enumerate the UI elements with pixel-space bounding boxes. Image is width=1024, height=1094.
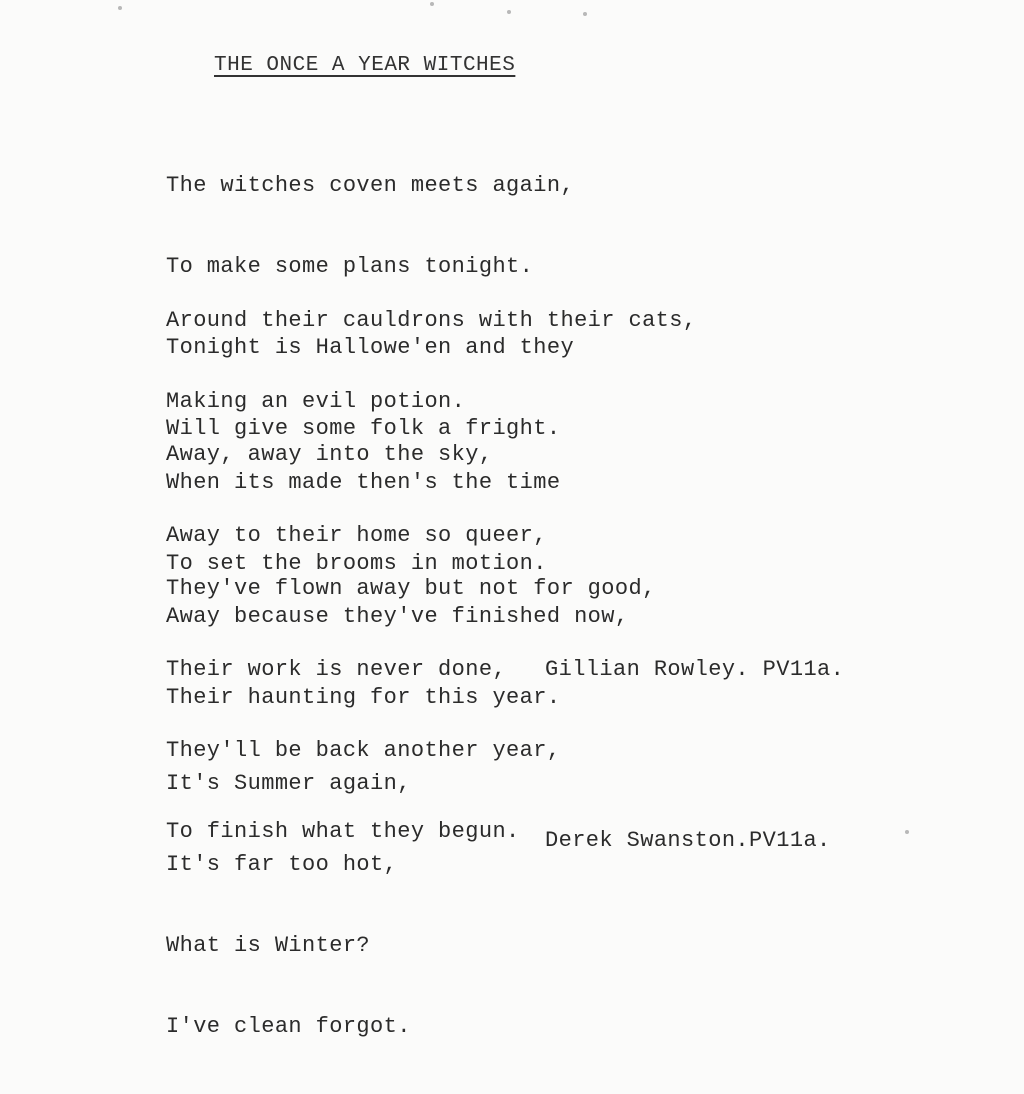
- poem-line: What is Winter?: [166, 933, 371, 958]
- poem-line: The witches coven meets again,: [166, 173, 575, 198]
- paper-speck: [507, 10, 511, 14]
- poem-line: Will give some folk a fright.: [166, 416, 561, 441]
- paper-speck: [905, 830, 909, 834]
- poem-line: They'll be back another year,: [166, 738, 561, 763]
- poem-line: It's far too hot,: [166, 852, 398, 877]
- poem-line: Away to their home so queer,: [166, 523, 547, 548]
- poem-line: To make some plans tonight.: [166, 254, 534, 279]
- poem-line: They've flown away but not for good,: [166, 576, 656, 601]
- poem-line: Around their cauldrons with their cats,: [166, 308, 697, 333]
- author-signature-1: Gillian Rowley. PV11a.: [545, 657, 845, 682]
- author-signature-2: Derek Swanston.PV11a.: [545, 828, 831, 853]
- poem-line: Away because they've finished now,: [166, 604, 629, 629]
- poem-line: I've clean forgot.: [166, 1014, 411, 1039]
- paper-speck: [430, 2, 434, 6]
- poem-line: It's Summer again,: [166, 771, 411, 796]
- paper-speck: [583, 12, 587, 16]
- poem-line: Away, away into the sky,: [166, 442, 493, 467]
- poem-line: Tonight is Hallowe'en and they: [166, 335, 575, 360]
- short-poem: [166, 716, 411, 1094]
- poem-title: THE ONCE A YEAR WITCHES: [214, 54, 516, 77]
- poem-line: To set the brooms in motion.: [166, 551, 547, 576]
- poem-line: Their work is never done,: [166, 657, 507, 682]
- poem-line: Their haunting for this year.: [166, 685, 561, 710]
- paper-speck: [118, 6, 122, 10]
- poem-line: To finish what they begun.: [166, 819, 520, 844]
- poem-line: When its made then's the time: [166, 470, 561, 495]
- poem-line: Making an evil potion.: [166, 389, 466, 414]
